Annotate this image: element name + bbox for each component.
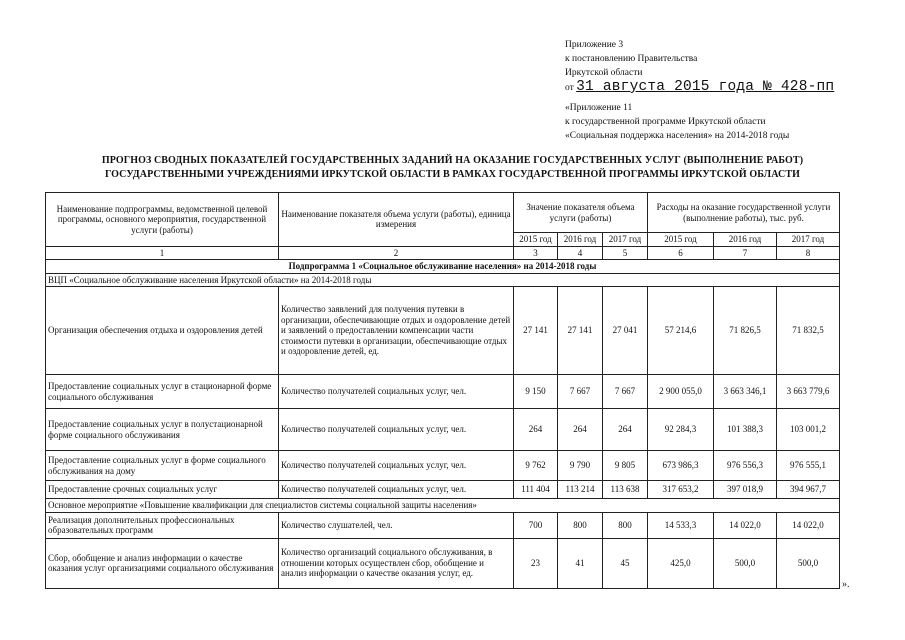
title-line-1: ПРОГНОЗ СВОДНЫХ ПОКАЗАТЕЛЕЙ ГОСУДАРСТВЕННЫХ ЗАДАНИЙ НА ОКАЗАНИЕ ГОСУДАРСТВЕННЫХ УСЛУГ (ВЫПОЛНЕНИЕ РАБОТ) xyxy=(101,155,804,166)
expense-2015-cell: 57 214,6 xyxy=(648,287,714,375)
expense-2017-cell: 71 832,5 xyxy=(777,287,840,375)
volume-2015-cell: 23 xyxy=(514,538,558,588)
service-name-cell: Сбор, обобщение и анализ информации о качестве оказания услуг организациями социального обслуживания xyxy=(46,538,279,588)
volume-2017-cell: 45 xyxy=(603,538,648,588)
column-number: 8 xyxy=(777,246,840,260)
volume-2017-cell: 264 xyxy=(603,409,648,451)
decree-date-handwritten: 31 августа 2015 года № 428-пп xyxy=(576,79,835,95)
appendix-line: «Приложение 11 xyxy=(565,103,633,113)
indicator-cell: Количество получателей социальных услуг, чел. xyxy=(279,375,514,409)
expense-2016-cell: 3 663 346,1 xyxy=(714,375,777,409)
indicator-cell: Количество получателей социальных услуг, чел. xyxy=(279,481,514,499)
header-year: 2016 год xyxy=(714,233,777,247)
volume-2016-cell: 800 xyxy=(558,512,603,538)
volume-2015-cell: 111 404 xyxy=(514,481,558,499)
volume-2017-cell: 7 667 xyxy=(603,375,648,409)
expense-2015-cell: 425,0 xyxy=(648,538,714,588)
expense-2017-cell: 14 022,0 xyxy=(777,512,840,538)
header-year: 2015 год xyxy=(514,233,558,247)
volume-2016-cell: 27 141 xyxy=(558,287,603,375)
table-row xyxy=(46,287,840,375)
header-row xyxy=(46,193,840,233)
service-name-cell: Реализация дополнительных профессиональных образовательных программ xyxy=(46,512,279,538)
expense-2016-cell: 397 018,9 xyxy=(714,481,777,499)
document-title xyxy=(30,154,875,182)
decree-date-prefix: от xyxy=(565,83,574,93)
section-title: Основное мероприятие «Повышение квалификации для специалистов системы социальной защиты населения» xyxy=(46,499,840,513)
expense-2016-cell: 500,0 xyxy=(714,538,777,588)
expense-2015-cell: 2 900 055,0 xyxy=(648,375,714,409)
subprogram-title: Подпрограмма 1 «Социальное обслуживание населения» на 2014-2018 годы xyxy=(46,260,840,274)
expense-2015-cell: 92 284,3 xyxy=(648,409,714,451)
appendix-line: Приложение 3 xyxy=(565,40,624,50)
service-name-cell: Предоставление социальных услуг в полустационарной форме социального обслуживания xyxy=(46,409,279,451)
expense-2015-cell: 14 533,3 xyxy=(648,512,714,538)
volume-2016-cell: 264 xyxy=(558,409,603,451)
indicator-cell: Количество получателей социальных услуг, чел. xyxy=(279,409,514,451)
volume-2016-cell: 41 xyxy=(558,538,603,588)
expense-2016-cell: 101 388,3 xyxy=(714,409,777,451)
subprogram-row xyxy=(46,260,840,274)
expense-2016-cell: 71 826,5 xyxy=(714,287,777,375)
column-number: 7 xyxy=(714,246,777,260)
volume-2016-cell: 9 790 xyxy=(558,451,603,481)
expense-2017-cell: 394 967,7 xyxy=(777,481,840,499)
table-row xyxy=(46,512,840,538)
expense-2017-cell: 500,0 xyxy=(777,538,840,588)
volume-2015-cell: 9 150 xyxy=(514,375,558,409)
volume-2017-cell: 27 041 xyxy=(603,287,648,375)
header-indicator-name: Наименование показателя объема услуги (работы), единица измерения xyxy=(279,193,514,247)
header-year: 2017 год xyxy=(603,233,648,247)
service-name-cell: Предоставление срочных социальных услуг xyxy=(46,481,279,499)
appendix-line: «Социальная поддержка населения» на 2014-2018 годы xyxy=(565,131,790,141)
section-row xyxy=(46,273,840,287)
volume-2015-cell: 700 xyxy=(514,512,558,538)
column-number: 4 xyxy=(558,246,603,260)
service-name-cell: Организация обеспечения отдыха и оздоровления детей xyxy=(46,287,279,375)
appendix-line: к государственной программе Иркутской области xyxy=(565,117,766,127)
appendix-line: Иркутской области xyxy=(565,68,643,78)
expense-2015-cell: 317 653,2 xyxy=(648,481,714,499)
appendix-block xyxy=(565,38,834,143)
table-row xyxy=(46,375,840,409)
volume-2017-cell: 9 805 xyxy=(603,451,648,481)
header-volume-group: Значение показателя объема услуги (работы) xyxy=(514,193,648,233)
column-number: 6 xyxy=(648,246,714,260)
expense-2017-cell: 976 555,1 xyxy=(777,451,840,481)
volume-2015-cell: 27 141 xyxy=(514,287,558,375)
table-row xyxy=(46,451,840,481)
column-numbers-row xyxy=(46,246,840,260)
table-row xyxy=(46,409,840,451)
column-number: 3 xyxy=(514,246,558,260)
volume-2017-cell: 800 xyxy=(603,512,648,538)
header-expense-group: Расходы на оказание государственной услуги (выполнение работы), тыс. руб. xyxy=(648,193,840,233)
service-name-cell: Предоставление социальных услуг в форме социального обслуживания на дому xyxy=(46,451,279,481)
indicator-cell: Количество получателей социальных услуг, чел. xyxy=(279,451,514,481)
table-row xyxy=(46,538,840,588)
expense-2015-cell: 673 986,3 xyxy=(648,451,714,481)
appendix-line: к постановлению Правительства xyxy=(565,54,698,64)
expense-2016-cell: 976 556,3 xyxy=(714,451,777,481)
service-name-cell: Предоставление социальных услуг в стационарной форме социального обслуживания xyxy=(46,375,279,409)
header-year: 2015 год xyxy=(648,233,714,247)
expense-2016-cell: 14 022,0 xyxy=(714,512,777,538)
column-number: 5 xyxy=(603,246,648,260)
decree-date-line xyxy=(565,80,834,95)
header-year: 2017 год xyxy=(777,233,840,247)
header-year: 2016 год xyxy=(558,233,603,247)
closing-mark: ». xyxy=(842,579,850,590)
expense-2017-cell: 3 663 779,6 xyxy=(777,375,840,409)
section-row xyxy=(46,499,840,513)
volume-2015-cell: 264 xyxy=(514,409,558,451)
volume-2016-cell: 113 214 xyxy=(558,481,603,499)
indicator-cell: Количество организаций социального обслуживания, в отношении которых осуществлен сбор, обобщение и анализ информации о качестве оказания услуг, ед. xyxy=(279,538,514,588)
volume-2017-cell: 113 638 xyxy=(603,481,648,499)
volume-2015-cell: 9 762 xyxy=(514,451,558,481)
title-line-2: ГОСУДАРСТВЕННЫМИ УЧРЕЖДЕНИЯМИ ИРКУТСКОЙ ОБЛАСТИ В РАМКАХ ГОСУДАРСТВЕННОЙ ПРОГРАММЫ ИРКУТСКОЙ ОБЛАСТИ xyxy=(104,169,801,180)
volume-2016-cell: 7 667 xyxy=(558,375,603,409)
expense-2017-cell: 103 001,2 xyxy=(777,409,840,451)
header-service-name: Наименование подпрограммы, ведомственной целевой программы, основного мероприятия, государственной услуги (работы) xyxy=(46,193,279,247)
indicators-table xyxy=(45,192,840,589)
section-title: ВЦП «Социальное обслуживание населения Иркутской области» на 2014-2018 годы xyxy=(46,273,840,287)
table-row xyxy=(46,481,840,499)
column-number: 2 xyxy=(279,246,514,260)
column-number: 1 xyxy=(46,246,279,260)
indicator-cell: Количество слушателей, чел. xyxy=(279,512,514,538)
indicator-cell: Количество заявлений для получения путевки в организации, обеспечивающие отдых и оздоровление детей и заявлений о предоставлении компенсации части стоимости путевки в организации, обеспечивающие отдых и оздоровление детей, ед. xyxy=(279,287,514,375)
